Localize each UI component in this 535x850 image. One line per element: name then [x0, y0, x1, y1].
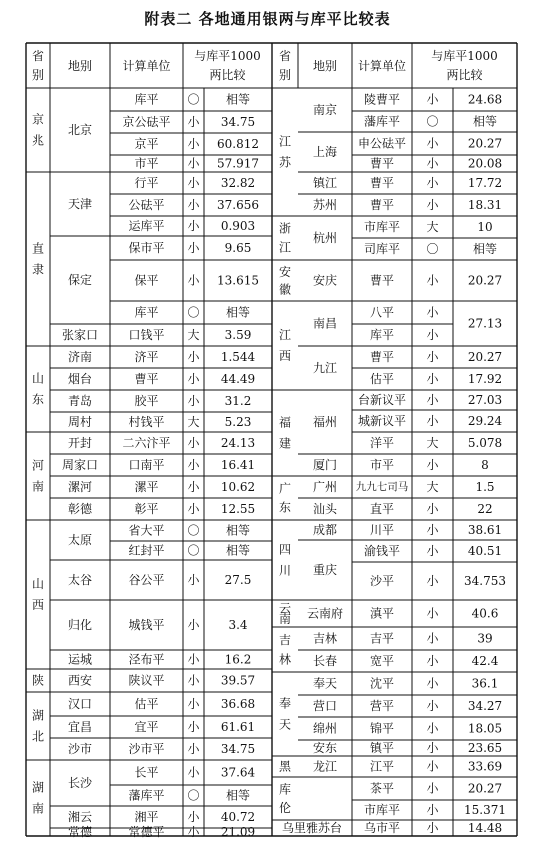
cell-region-left: 太谷	[67, 573, 93, 587]
cell-region-left: 长沙	[67, 776, 93, 790]
cell-sign-right: 小	[426, 574, 439, 588]
cell-unit-left: 藩库平	[128, 788, 165, 803]
cell-region-left: 北京	[67, 123, 93, 137]
cell-value-right: 18.05	[467, 721, 503, 736]
cell-unit-right: 司库平	[363, 242, 401, 256]
cell-value-left: 57.917	[217, 156, 259, 171]
cell-sign-right: 小	[426, 350, 439, 364]
cell-value-right: 42.4	[471, 654, 499, 668]
cell-province-left: 直	[31, 241, 45, 256]
cell-value-right: 34.27	[467, 699, 503, 713]
cell-value-right: 20.27	[467, 350, 503, 364]
cell-value-left: 9.65	[224, 241, 252, 255]
cell-value-right: 23.65	[467, 741, 503, 755]
cell-sign-left: 小	[187, 480, 200, 494]
cell-value-left: 3.4	[228, 618, 248, 632]
cell-region-left: 青岛	[67, 394, 93, 408]
cell-unit-left: 泾布平	[128, 652, 165, 667]
cell-unit-left: 库平	[134, 305, 159, 320]
cell-sign-right: 小	[426, 458, 439, 472]
cell-sign-right: 小	[426, 606, 439, 621]
cell-region-right: 福州	[312, 415, 338, 429]
cell-unit-left: 库平	[134, 92, 159, 107]
cell-sign-left: 小	[187, 176, 200, 190]
cell-sign-right: 小	[426, 273, 439, 288]
cell-province-left: 陕	[31, 673, 45, 688]
cell-value-right: 10	[477, 220, 493, 234]
cell-unit-right: 申公砝平	[357, 136, 407, 151]
cell-value-left: 37.64	[220, 765, 256, 780]
cell-value-left: 32.82	[220, 176, 256, 190]
cell-value-left: 相等	[225, 523, 251, 538]
cell-sign-right: 大	[426, 436, 439, 450]
cell-region-left: 开封	[67, 436, 93, 450]
cell-unit-left: 口南平	[128, 458, 165, 472]
cell-province-right: 伦	[278, 800, 292, 815]
cell-sign-right: 小	[426, 803, 439, 817]
cell-value-left: 60.812	[217, 137, 259, 151]
cell-unit-left: 城钱平	[128, 618, 165, 632]
cell-value-right: 22	[477, 502, 493, 516]
cell-unit-right: 曹平	[369, 350, 395, 364]
cell-value-right: 20.08	[467, 156, 503, 171]
cell-region-left: 保定	[67, 273, 93, 287]
cell-province-right: 苏	[278, 155, 292, 170]
cell-province-right: 奉	[278, 696, 292, 711]
cell-province-right: 安	[278, 264, 292, 279]
cell-sign-right: 大	[426, 220, 439, 234]
cell-province-right: 东	[278, 500, 292, 515]
cell-sign-left: 小	[187, 673, 200, 688]
cell-unit-right: 镇平	[369, 741, 395, 755]
header-region: 地别	[312, 59, 338, 73]
cell-value-right: 36.1	[471, 676, 499, 691]
cell-value-right: 24.68	[467, 92, 503, 107]
cell-unit-right: 藩库平	[363, 114, 401, 129]
cell-sign-right: 小	[426, 328, 439, 342]
cell-sign-right: 小	[426, 305, 439, 320]
cell-region-right: 厦门	[312, 458, 338, 472]
header-province: 别	[278, 68, 292, 82]
cell-sign-right: 小	[426, 393, 439, 407]
cell-sign-left: 〇	[187, 523, 200, 538]
cell-value-right: 29.24	[467, 414, 503, 428]
cell-sign-right: 〇	[426, 114, 439, 129]
cell-unit-left: 济平	[134, 350, 159, 364]
cell-value-right: 20.27	[467, 136, 503, 151]
cell-province-right: 川	[278, 563, 292, 578]
cell-sign-right: 小	[426, 198, 439, 212]
cell-sign-left: 小	[187, 502, 200, 516]
cell-unit-right: 营平	[369, 699, 395, 713]
cell-province-right: 西	[278, 349, 292, 363]
cell-sign-left: 小	[187, 198, 200, 212]
cell-region-right: 重庆	[312, 563, 338, 577]
cell-sign-left: 小	[187, 573, 200, 587]
cell-sign-right: 小	[426, 523, 439, 537]
cell-region-left: 沙市	[67, 742, 93, 756]
cell-province-left: 南	[31, 801, 45, 816]
cell-region-left: 西安	[67, 673, 93, 688]
cell-unit-right: 市库平	[363, 220, 401, 234]
cell-unit-right: 估平	[369, 372, 395, 386]
cell-value-right: 40.6	[471, 606, 499, 621]
cell-unit-left: 保市平	[128, 241, 165, 255]
cell-value-left: 1.544	[220, 350, 256, 364]
cell-unit-right: 直平	[369, 502, 395, 516]
cell-sign-right: 小	[426, 721, 439, 736]
cell-value-right: 38.61	[467, 523, 503, 537]
cell-region-left: 常德	[67, 825, 93, 839]
cell-unit-left: 行平	[134, 176, 159, 190]
cell-sign-right: 小	[426, 631, 439, 646]
cell-unit-right: 八平	[369, 305, 395, 320]
cell-value-right: 27.03	[467, 393, 503, 407]
cell-unit-left: 谷公平	[128, 573, 165, 587]
header-province: 省	[278, 49, 292, 63]
cell-unit-left: 京公砝平	[122, 115, 171, 129]
cell-unit-right: 沈平	[369, 676, 395, 691]
cell-sign-left: 小	[187, 825, 200, 839]
cell-unit-left: 长平	[134, 765, 159, 780]
cell-value-right: 相等	[472, 242, 498, 256]
cell-region-right: 安庆	[312, 273, 338, 288]
cell-value-left: 12.55	[220, 502, 256, 516]
cell-sign-left: 〇	[187, 543, 200, 558]
cell-sign-left: 小	[187, 156, 200, 171]
cell-value-right: 17.72	[467, 176, 503, 190]
cell-value-left: 3.59	[224, 328, 252, 342]
cell-province-left: 兆	[31, 133, 45, 148]
cell-value-left: 27.5	[224, 573, 252, 587]
cell-province-right: 江	[278, 328, 292, 342]
cell-region-right: 营口	[312, 699, 338, 713]
header-unit: 计算单位	[357, 59, 407, 73]
cell-region-right: 长春	[312, 654, 338, 668]
cell-region-left: 宜昌	[67, 720, 93, 734]
cell-region-left: 周家口	[61, 458, 99, 472]
cell-unit-right: 沙平	[369, 574, 395, 588]
cell-sign-left: 小	[187, 350, 200, 364]
cell-value-left: 44.49	[220, 372, 256, 386]
cell-region-right: 龙江	[312, 759, 338, 774]
cell-unit-right: 乌市平	[363, 821, 401, 835]
cell-province-left: 北	[31, 729, 45, 744]
cell-region-right: 九江	[312, 361, 338, 375]
cell-sign-left: 大	[187, 328, 200, 342]
cell-unit-right: 市平	[369, 458, 395, 472]
cell-value-left: 相等	[225, 543, 251, 558]
cell-unit-right: 吉平	[369, 631, 395, 646]
cell-province-left: 湖	[31, 708, 45, 723]
cell-value-left: 相等	[225, 788, 251, 803]
cell-unit-left: 市平	[134, 156, 159, 171]
cell-unit-left: 常德平	[128, 825, 165, 839]
cell-value-left: 36.68	[220, 697, 256, 711]
cell-province-left: 隶	[31, 262, 45, 277]
cell-region-right: 云南府	[306, 606, 344, 621]
header-province: 别	[31, 68, 45, 82]
cell-province-left: 东	[31, 392, 45, 407]
header-compare: 两比较	[209, 68, 246, 82]
header-unit: 计算单位	[122, 59, 171, 73]
cell-value-right: 1.5	[475, 480, 495, 494]
cell-unit-right: 江平	[369, 759, 395, 774]
cell-province-left: 山	[31, 371, 45, 386]
cell-sign-left: 小	[187, 372, 200, 386]
cell-value-right: 33.69	[467, 759, 503, 774]
cell-value-left: 34.75	[220, 742, 256, 756]
cell-province-right: 福	[278, 415, 292, 430]
cell-region-left: 彰德	[67, 502, 93, 516]
cell-unit-right: 宽平	[369, 654, 395, 668]
cell-region-left: 太原	[67, 533, 93, 547]
cell-unit-left: 湘平	[134, 810, 159, 824]
cell-province-left: 湖	[31, 780, 45, 795]
cell-sign-right: 小	[426, 676, 439, 691]
cell-unit-left: 宜平	[134, 720, 159, 734]
cell-value-right: 18.31	[467, 198, 503, 212]
cell-unit-right: 城新议平	[357, 414, 407, 428]
cell-unit-right: 滇平	[369, 606, 395, 621]
cell-sign-left: 小	[187, 241, 200, 255]
cell-sign-left: 〇	[187, 305, 200, 320]
cell-sign-right: 小	[426, 699, 439, 713]
cell-province-left: 南	[31, 479, 45, 494]
cell-unit-left: 保平	[134, 273, 159, 288]
cell-value-left: 40.72	[220, 810, 256, 824]
cell-sign-left: 小	[187, 652, 200, 667]
cell-region-right: 奉天	[312, 676, 338, 691]
cell-region-left: 天津	[67, 197, 93, 211]
header-compare: 两比较	[446, 68, 483, 82]
cell-value-right: 5.078	[467, 436, 503, 450]
cell-sign-right: 小	[426, 821, 439, 835]
cell-value-left: 24.13	[220, 436, 256, 450]
cell-value-left: 相等	[225, 92, 251, 107]
cell-value-left: 5.23	[224, 415, 252, 429]
cell-unit-right: 曹平	[369, 176, 395, 190]
cell-unit-left: 省大平	[128, 523, 165, 538]
cell-province-right: 浙	[278, 221, 292, 236]
cell-sign-left: 小	[187, 697, 200, 711]
cell-region-left: 周村	[67, 415, 93, 429]
cell-unit-left: 二六汴平	[122, 436, 171, 450]
cell-sign-left: 小	[187, 219, 200, 233]
cell-region-right: 南昌	[312, 316, 338, 331]
cell-value-right: 20.27	[467, 273, 503, 288]
cell-unit-right: 市库平	[363, 803, 401, 817]
cell-sign-left: 小	[187, 458, 200, 472]
cell-sign-left: 小	[187, 137, 200, 151]
cell-unit-right: 库平	[369, 328, 395, 342]
cell-region-right: 苏州	[312, 198, 338, 212]
cell-province-right: 徽	[278, 282, 292, 297]
cell-value-left: 21.09	[220, 825, 256, 839]
cell-sign-left: 小	[187, 618, 200, 632]
cell-region-left: 济南	[67, 350, 93, 364]
cell-region-right: 南京	[312, 103, 338, 117]
cell-unit-right: 川平	[369, 523, 395, 537]
cell-sign-right: 小	[426, 372, 439, 386]
cell-unit-right: 陵曹平	[363, 92, 401, 107]
cell-value-right: 相等	[472, 114, 498, 129]
cell-value-right: 34.753	[464, 574, 506, 588]
cell-unit-right: 洋平	[369, 436, 395, 450]
cell-sign-left: 〇	[187, 92, 200, 107]
cell-province-right: 建	[278, 436, 292, 451]
cell-unit-left: 村钱平	[128, 415, 165, 429]
header-region: 地别	[67, 59, 93, 73]
cell-sign-right: 小	[426, 654, 439, 668]
cell-sign-left: 小	[187, 720, 200, 734]
cell-sign-left: 小	[187, 273, 200, 288]
cell-province-right: 江	[278, 134, 292, 149]
cell-region-right: 镇江	[312, 176, 338, 190]
cell-sign-right: 小	[426, 414, 439, 428]
cell-sign-right: 小	[426, 759, 439, 774]
header-province: 省	[31, 49, 45, 63]
cell-unit-right: 台新议平	[357, 393, 407, 407]
cell-sign-left: 小	[187, 765, 200, 780]
cell-value-right: 15.371	[464, 803, 506, 817]
cell-region-left: 湘云	[67, 810, 93, 824]
cell-region-right: 成都	[312, 523, 338, 537]
cell-unit-left: 公砝平	[128, 198, 165, 212]
cell-value-right: 17.92	[467, 372, 503, 386]
cell-sign-right: 小	[426, 502, 439, 516]
cell-value-left: 0.903	[220, 219, 256, 233]
cell-value-right: 39	[477, 631, 493, 646]
cell-value-left: 61.61	[220, 720, 256, 734]
cell-region-right: 汕头	[312, 502, 338, 516]
cell-unit-left: 曹平	[134, 372, 159, 386]
cell-region-right: 绵州	[312, 721, 338, 736]
cell-sign-right: 小	[426, 544, 439, 558]
cell-region-left: 归化	[67, 618, 93, 632]
cell-sign-right: 小	[426, 741, 439, 755]
cell-province-right: 四	[278, 542, 292, 557]
cell-unit-right: 九九七司马	[355, 481, 409, 493]
cell-region-left: 张家口	[61, 328, 99, 342]
cell-province-right: 云	[278, 601, 292, 616]
cell-unit-left: 估平	[134, 697, 159, 711]
cell-province-left: 西	[31, 598, 45, 612]
cell-region-right: 杭州	[312, 231, 338, 245]
cell-sign-right: 大	[426, 480, 439, 494]
cell-province-left: 河	[31, 458, 45, 473]
cell-value-left: 13.615	[217, 273, 259, 288]
cell-region-right: 广州	[312, 480, 338, 494]
cell-value-left: 31.2	[224, 394, 252, 408]
cell-unit-left: 胶平	[134, 394, 159, 408]
cell-province-right: 广	[278, 481, 292, 496]
cell-region-right: 安东	[312, 741, 338, 755]
cell-value-left: 39.57	[220, 673, 256, 688]
cell-region-right: 吉林	[312, 631, 338, 646]
cell-province-left: 京	[31, 112, 45, 127]
cell-region-left: 汉口	[67, 697, 93, 711]
cell-sign-left: 〇	[187, 788, 200, 803]
cell-unit-left: 口钱平	[128, 328, 165, 342]
cell-value-left: 16.41	[220, 458, 256, 472]
cell-sign-left: 小	[187, 115, 200, 129]
cell-unit-left: 沙市平	[128, 742, 165, 756]
cell-value-left: 10.62	[220, 480, 256, 494]
cell-unit-left: 陕议平	[128, 673, 165, 688]
cell-unit-left: 运库平	[128, 219, 165, 233]
cell-region-right: 上海	[312, 145, 338, 159]
cell-province-left: 山	[31, 577, 45, 591]
cell-sign-right: 小	[426, 176, 439, 190]
cell-value-left: 37.656	[217, 198, 259, 212]
cell-unit-right: 曹平	[369, 273, 395, 288]
cell-unit-right: 曹平	[369, 156, 395, 171]
cell-sign-right: 小	[426, 781, 439, 796]
cell-sign-left: 小	[187, 394, 200, 408]
cell-value-right: 20.27	[467, 781, 503, 796]
cell-sign-left: 小	[187, 810, 200, 824]
cell-sign-right: 〇	[426, 242, 439, 256]
cell-province-right: 南	[278, 611, 292, 626]
cell-unit-left: 京平	[134, 137, 159, 151]
cell-value-right: 40.51	[467, 544, 503, 558]
cell-unit-left: 彰平	[134, 502, 159, 516]
cell-province-right: 江	[278, 240, 292, 255]
header-compare: 与库平1000	[194, 49, 261, 63]
cell-unit-right: 茶平	[369, 781, 395, 796]
cell-region-left: 漯河	[67, 480, 93, 494]
cell-sign-left: 小	[187, 436, 200, 450]
cell-unit-right: 曹平	[369, 198, 395, 212]
cell-sign-right: 小	[426, 156, 439, 171]
cell-unit-right: 渝钱平	[363, 544, 401, 558]
cell-sign-left: 大	[187, 415, 200, 429]
cell-region-left: 烟台	[67, 372, 93, 386]
cell-value-left: 34.75	[220, 115, 256, 129]
cell-province-right: 黑	[278, 759, 292, 774]
cell-province-right: 天	[278, 717, 292, 732]
cell-value-right: 8	[481, 458, 489, 472]
cell-province-right: 林	[278, 652, 292, 667]
cell-sign-left: 小	[187, 742, 200, 756]
cell-value-right: 14.48	[467, 821, 503, 835]
cell-unit-left: 漯平	[134, 480, 159, 494]
cell-value-left: 16.2	[224, 652, 252, 667]
cell-unit-right: 锦平	[369, 721, 395, 736]
cell-value-right: 27.13	[467, 316, 503, 331]
cell-value-left: 相等	[225, 305, 251, 320]
cell-sign-right: 小	[426, 92, 439, 107]
cell-unit-left: 红封平	[128, 543, 165, 558]
cell-province-right: 吉	[278, 632, 292, 647]
page-title: 附表二 各地通用银两与库平比较表	[144, 10, 391, 28]
header-compare: 与库平1000	[431, 49, 498, 63]
cell-region-left: 运城	[67, 652, 93, 667]
cell-province-right: 乌里雅苏台	[281, 821, 343, 835]
cell-province-right: 库	[278, 782, 292, 797]
cell-sign-right: 小	[426, 136, 439, 151]
